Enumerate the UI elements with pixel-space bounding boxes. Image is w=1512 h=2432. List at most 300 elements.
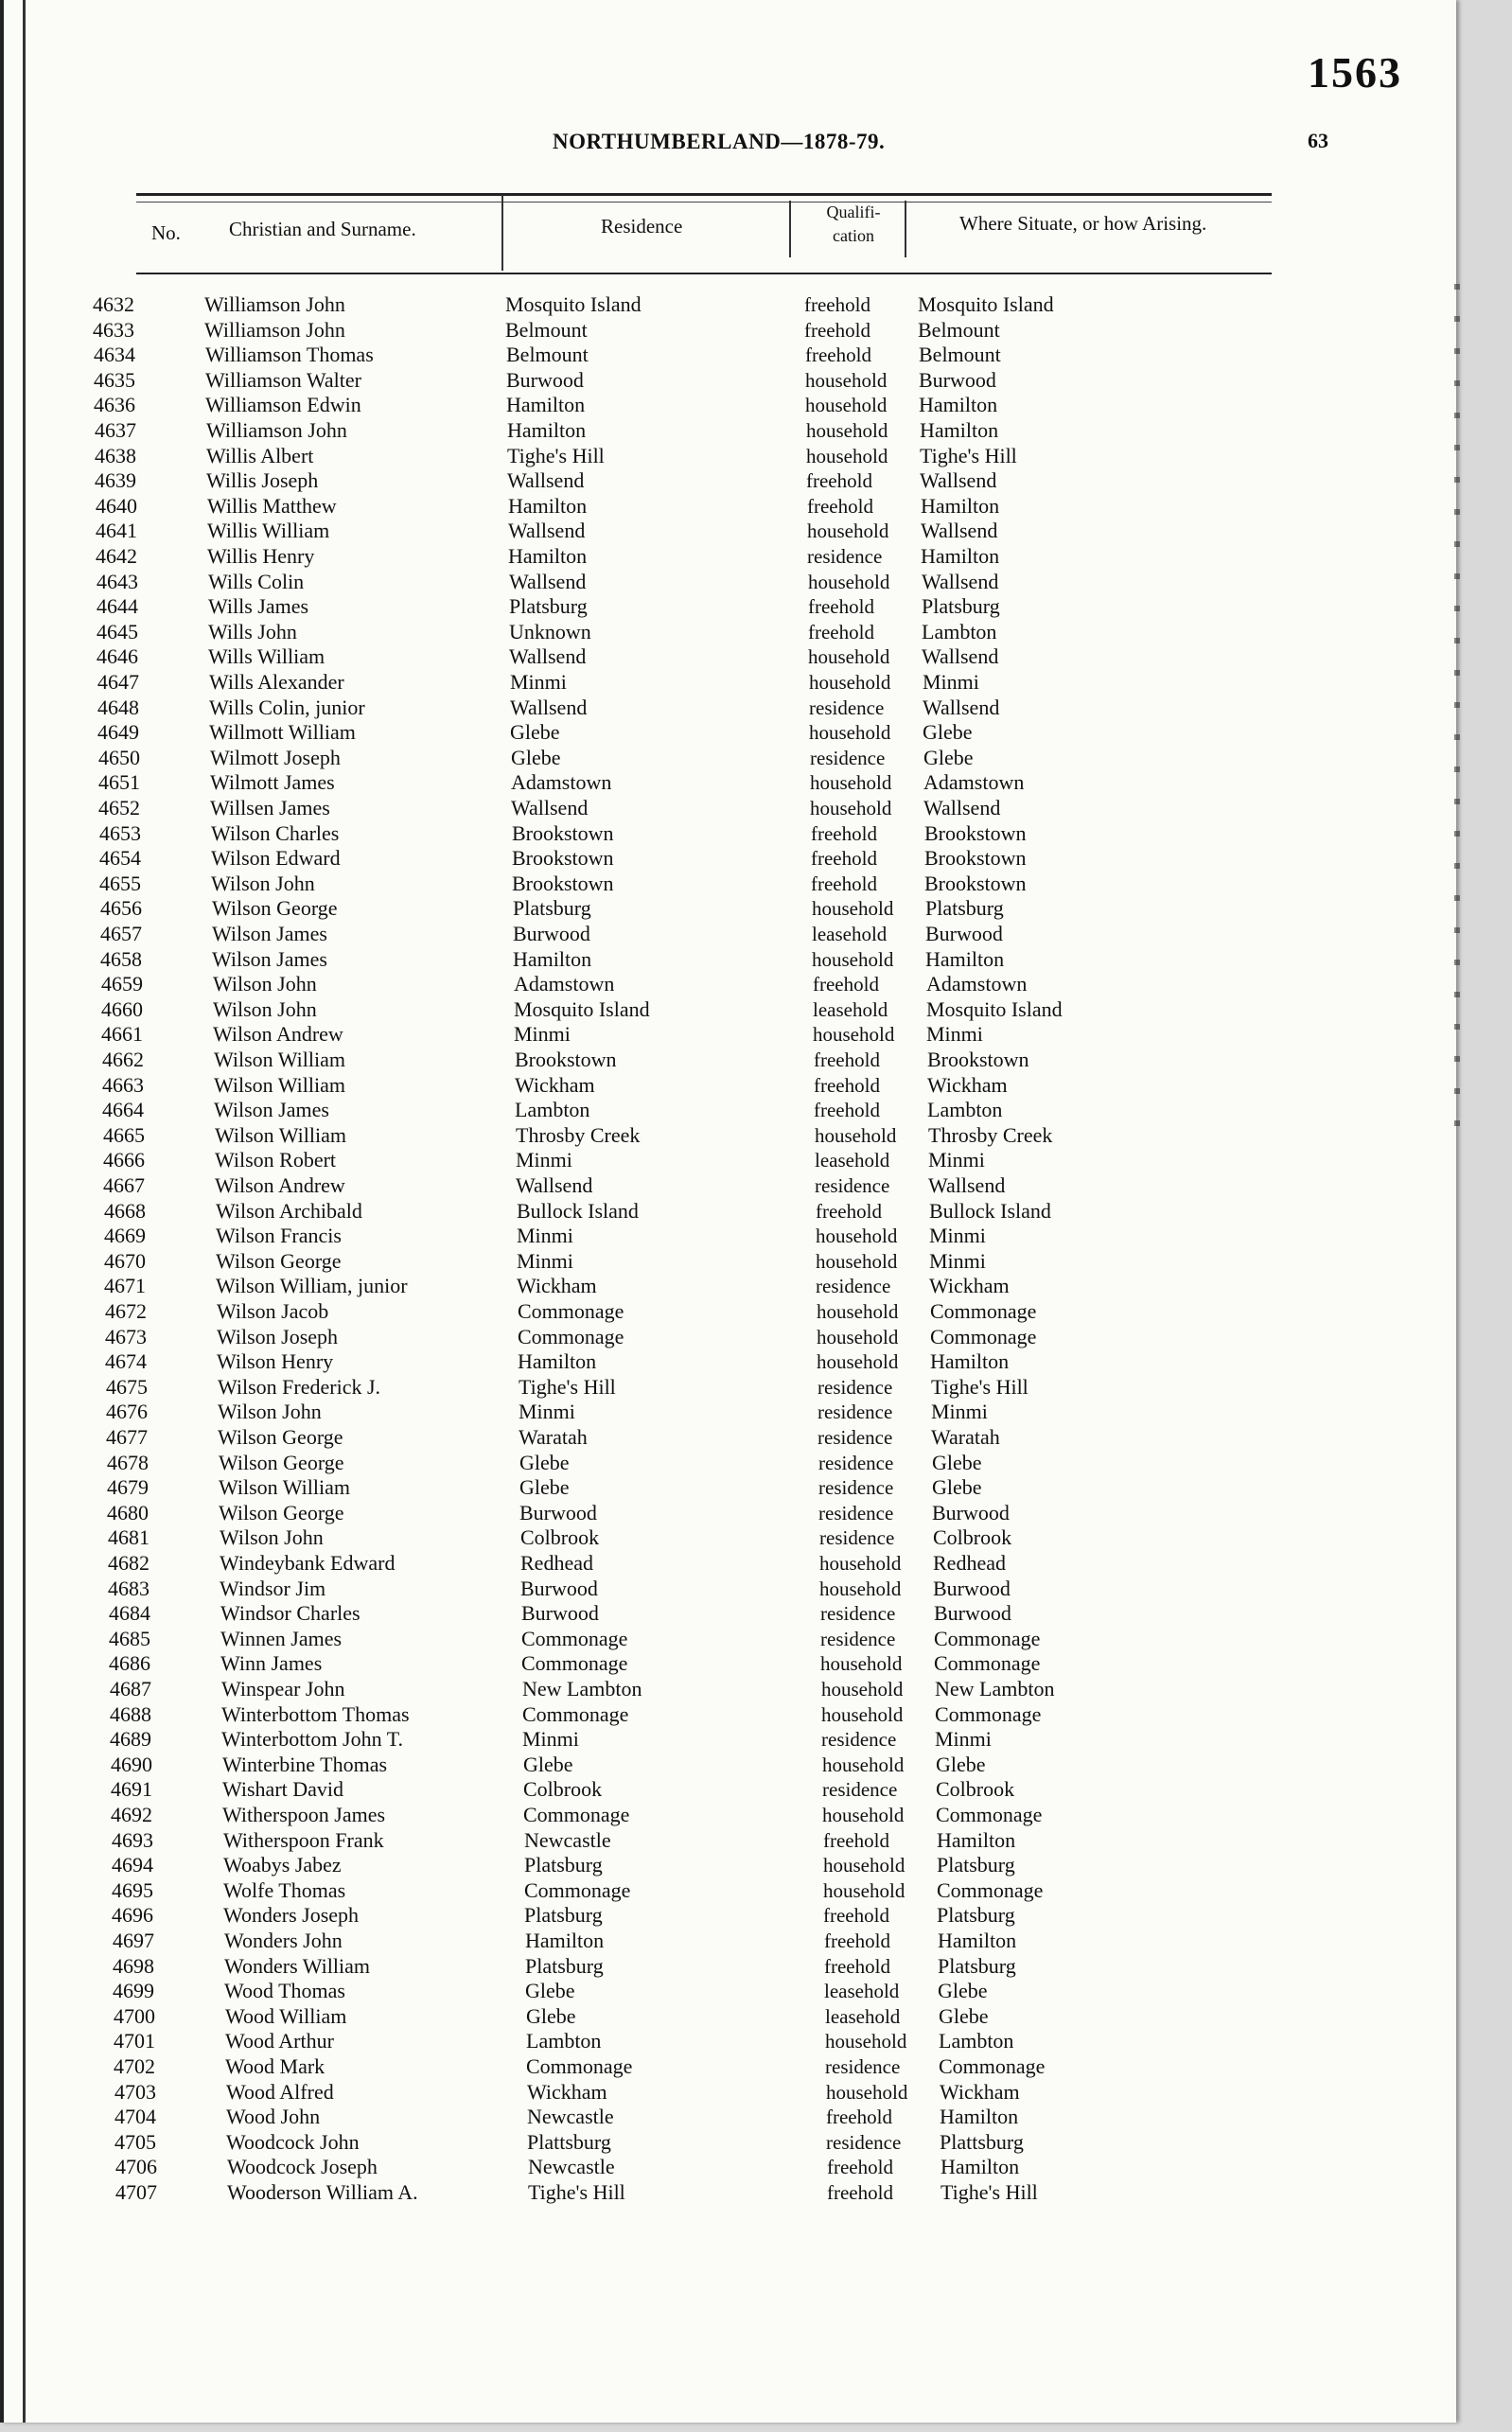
entry-residence: Wallsend	[508, 519, 586, 543]
table-row	[4, 1299, 1423, 1324]
entry-qualification: freehold	[824, 1930, 890, 1952]
entry-where-situate: Hamilton	[921, 493, 1000, 518]
entry-where-situate: Hamilton	[940, 2105, 1019, 2129]
entry-name: Wolfe Thomas	[223, 1877, 346, 1902]
table-row	[4, 872, 1423, 896]
page-edge-marks	[1454, 284, 1460, 1136]
entry-name: Willis Matthew	[207, 493, 337, 518]
table-row	[4, 570, 1423, 594]
entry-number: 4640	[96, 493, 137, 518]
table-row	[4, 670, 1423, 695]
entry-qualification: residence	[826, 2130, 902, 2154]
entry-name: Wonders William	[224, 1953, 370, 1978]
entry-name: Wilson George	[219, 1450, 344, 1474]
entry-name: Wilson Henry	[217, 1349, 334, 1374]
table-row	[4, 896, 1423, 921]
entry-qualification: residence	[820, 1602, 896, 1626]
entry-where-situate: Wallsend	[920, 468, 997, 493]
entry-name: Willis Joseph	[206, 468, 319, 493]
table-row	[4, 1878, 1423, 1903]
entry-qualification: leasehold	[812, 923, 888, 945]
entry-number: 4653	[99, 820, 141, 845]
entry-residence: Wallsend	[510, 695, 588, 719]
entry-residence: Platsburg	[509, 594, 588, 619]
entry-where-situate: Glebe	[932, 1450, 982, 1474]
entry-name: Witherspoon Frank	[223, 1827, 384, 1852]
entry-where-situate: Wickham	[929, 1274, 1010, 1298]
entry-where-situate: Glebe	[932, 1475, 982, 1500]
entry-residence: Burwood	[520, 1576, 598, 1600]
table-row	[4, 1451, 1423, 1475]
entry-name: Wonders Joseph	[223, 1903, 360, 1928]
table-row	[4, 393, 1423, 417]
entry-qualification: freehold	[804, 293, 870, 316]
table-row	[4, 821, 1423, 846]
entry-number: 4659	[101, 972, 143, 996]
entry-number: 4699	[113, 1979, 154, 2003]
entry-residence: Burwood	[519, 1500, 597, 1524]
entry-qualification: freehold	[808, 595, 874, 619]
entry-name: Wilson William	[214, 1048, 345, 1071]
entry-qualification: residence	[816, 1275, 891, 1298]
entry-qualification: freehold	[814, 1073, 880, 1097]
entry-name: Winterbine Thomas	[222, 1752, 388, 1776]
entry-name: Wilson Charles	[211, 820, 340, 845]
entry-qualification: leasehold	[825, 2004, 901, 2028]
entry-name: Wills Colin, junior	[209, 695, 365, 719]
table-row	[4, 1048, 1423, 1072]
entry-number: 4683	[108, 1576, 149, 1600]
table-row	[4, 1577, 1423, 1601]
entry-name: Wishart David	[222, 1777, 344, 1802]
entry-name: Winterbottom Thomas	[221, 1701, 410, 1726]
entry-qualification: household	[810, 797, 892, 819]
entry-residence: Mosquito Island	[514, 996, 650, 1021]
table-row	[4, 468, 1423, 493]
entry-name: Wilson John	[211, 871, 315, 895]
entry-residence: Newcastle	[528, 2155, 615, 2179]
entry-number: 4698	[113, 1953, 154, 1978]
entry-qualification: household	[805, 394, 888, 417]
entry-number: 4639	[95, 468, 136, 493]
entry-number: 4658	[100, 946, 142, 971]
entry-number: 4695	[112, 1877, 153, 1902]
entry-residence: Newcastle	[527, 2105, 614, 2129]
entry-number: 4696	[112, 1903, 153, 1928]
entry-where-situate: Wallsend	[923, 796, 1001, 819]
table-row	[4, 696, 1423, 720]
column-header-residence: Residence	[601, 215, 683, 238]
entry-number: 4664	[102, 1098, 144, 1122]
table-row	[4, 1954, 1423, 1979]
entry-where-situate: Commonage	[930, 1299, 1037, 1323]
entry-residence: Burwood	[506, 367, 584, 392]
entry-number: 4655	[99, 871, 141, 895]
table-row	[4, 1400, 1423, 1424]
entry-qualification: household	[821, 1678, 904, 1701]
entry-qualification: household	[816, 1249, 898, 1273]
entry-qualification: household	[808, 570, 890, 593]
entry-name: Wills John	[208, 619, 297, 643]
entry-number: 4686	[109, 1651, 150, 1676]
entry-residence: Brookstown	[512, 871, 614, 895]
table-row	[4, 418, 1423, 443]
entry-name: Wilson George	[219, 1500, 344, 1524]
entry-qualification: residence	[825, 2055, 901, 2078]
entry-where-situate: Commonage	[939, 2054, 1046, 2078]
entry-residence: Hamilton	[508, 493, 588, 518]
entry-qualification: leasehold	[813, 997, 888, 1021]
table-row	[4, 1828, 1423, 1853]
entry-number: 4685	[109, 1626, 150, 1650]
entry-where-situate: Lambton	[922, 619, 997, 643]
entry-where-situate: Hamilton	[925, 946, 1005, 971]
entry-where-situate: Glebe	[938, 1979, 988, 2003]
entry-where-situate: Commonage	[934, 1626, 1041, 1650]
header-top-rule	[136, 193, 1272, 196]
entry-qualification: residence	[809, 696, 885, 719]
entry-where-situate: Burwood	[932, 1500, 1010, 1524]
entry-where-situate: Platsburg	[937, 1903, 1015, 1928]
entry-qualification: household	[805, 368, 888, 392]
entry-residence: Wallsend	[509, 569, 587, 593]
entry-residence: Commonage	[521, 1651, 628, 1676]
entry-name: Witherspoon James	[222, 1803, 386, 1826]
entry-number: 4661	[101, 1022, 143, 1047]
entry-where-situate: Burwood	[934, 1601, 1011, 1626]
entry-where-situate: Hamilton	[920, 418, 999, 442]
entry-where-situate: Wallsend	[921, 519, 998, 543]
entry-residence: Plattsburg	[527, 2129, 611, 2154]
entry-where-situate: Hamilton	[921, 544, 1000, 568]
entry-qualification: household	[812, 897, 894, 921]
entry-residence: Hamilton	[525, 1929, 605, 1952]
entry-name: Windsor Jim	[220, 1576, 326, 1600]
entry-number: 4703	[114, 2079, 156, 2104]
entry-number: 4673	[105, 1324, 147, 1348]
entry-name: Wilson Andrew	[215, 1173, 345, 1197]
table-row	[4, 1979, 1423, 2003]
entry-name: Wilson Joseph	[217, 1324, 339, 1348]
entry-where-situate: Minmi	[935, 1727, 992, 1752]
entry-where-situate: Belmount	[918, 317, 1000, 342]
entry-name: Willis William	[207, 519, 330, 543]
entry-where-situate: Plattsburg	[940, 2129, 1024, 2154]
entry-name: Wilson James	[214, 1098, 329, 1122]
table-row	[4, 1325, 1423, 1349]
entry-qualification: freehold	[808, 620, 874, 643]
entry-name: Wilson James	[212, 946, 327, 971]
entry-number: 4666	[103, 1148, 145, 1172]
entry-name: Wood Arthur	[225, 2029, 334, 2053]
entry-qualification: household	[823, 1854, 905, 1877]
entry-qualification: residence	[807, 545, 883, 568]
entry-number: 4641	[96, 519, 137, 543]
entry-number: 4632	[93, 292, 134, 316]
entry-number: 4678	[107, 1450, 149, 1474]
entry-number: 4665	[103, 1122, 145, 1147]
entry-name: Wilmott Joseph	[210, 745, 341, 769]
entry-name: Woabys Jabez	[223, 1853, 342, 1877]
entry-name: Wilson William	[214, 1072, 345, 1097]
entry-where-situate: Minmi	[928, 1148, 985, 1172]
column-header-name: Christian and Surname.	[229, 218, 416, 240]
entry-name: Wonders John	[224, 1929, 343, 1952]
entry-qualification: freehold	[807, 494, 873, 518]
entry-residence: Belmount	[505, 317, 588, 342]
entry-qualification: residence	[818, 1401, 893, 1424]
entry-name: Wilson George	[216, 1248, 342, 1273]
page-number: 1563	[1308, 48, 1402, 97]
entry-name: Wilson George	[218, 1425, 343, 1449]
entry-residence: Commonage	[522, 1701, 629, 1726]
entry-where-situate: Glebe	[923, 745, 974, 769]
entry-where-situate: Minmi	[931, 1400, 988, 1424]
entry-residence: Brookstown	[512, 846, 614, 871]
entry-qualification: residence	[810, 746, 886, 769]
entry-name: Wilson John	[218, 1400, 322, 1424]
entry-residence: Platsburg	[513, 896, 591, 921]
table-row	[4, 620, 1423, 644]
entry-number: 4680	[107, 1500, 149, 1524]
entry-qualification: household	[806, 444, 888, 467]
entry-qualification: residence	[818, 1375, 893, 1399]
entry-where-situate: Mosquito Island	[918, 292, 1054, 316]
entry-number: 4660	[101, 996, 143, 1021]
entry-name: Wilson Jacob	[217, 1299, 329, 1323]
entry-residence: Burwood	[513, 922, 590, 945]
entry-qualification: household	[825, 2030, 907, 2053]
entry-where-situate: Tighe's Hill	[941, 2180, 1038, 2204]
table-row	[4, 1627, 1423, 1651]
entry-qualification: household	[822, 1753, 905, 1776]
entry-number: 4706	[115, 2155, 157, 2179]
entry-name: Williamson John	[206, 418, 347, 442]
entry-qualification: freehold	[816, 1199, 882, 1223]
entry-residence: Wickham	[517, 1274, 597, 1298]
entry-where-situate: Hamilton	[937, 1827, 1016, 1852]
entry-where-situate: Brookstown	[924, 846, 1027, 871]
entry-number: 4670	[104, 1248, 146, 1273]
entry-number: 4688	[110, 1701, 151, 1726]
entry-residence: Glebe	[523, 1752, 573, 1776]
entry-where-situate: Hamilton	[930, 1349, 1010, 1374]
table-row	[4, 368, 1423, 393]
entry-qualification: household	[819, 1552, 902, 1575]
table-row	[4, 343, 1423, 367]
table-row	[4, 796, 1423, 820]
entry-residence: Hamilton	[518, 1349, 597, 1374]
column-header-no: No.	[151, 221, 181, 244]
table-row	[4, 2054, 1423, 2079]
table-row	[4, 1853, 1423, 1877]
entry-residence: Mosquito Island	[505, 292, 642, 316]
entry-qualification: freehold	[827, 2181, 893, 2204]
table-row	[4, 544, 1423, 569]
entry-qualification: freehold	[811, 821, 877, 845]
entry-qualification: household	[809, 671, 891, 694]
table-row	[4, 1803, 1423, 1827]
entry-where-situate: Lambton	[927, 1098, 1003, 1122]
entry-where-situate: Hamilton	[938, 1929, 1017, 1952]
entry-number: 4682	[108, 1551, 149, 1575]
entry-residence: Minmi	[517, 1248, 573, 1273]
entry-where-situate: Tighe's Hill	[931, 1374, 1029, 1399]
entry-number: 4644	[97, 594, 138, 619]
entry-residence: Glebe	[510, 720, 560, 745]
entry-name: Wood Alfred	[226, 2079, 334, 2104]
header-bottom-rule	[136, 273, 1272, 274]
entry-qualification: household	[817, 1325, 899, 1348]
table-row	[4, 2004, 1423, 2029]
entry-qualification: household	[809, 721, 891, 745]
entry-residence: Throsby Creek	[516, 1122, 641, 1147]
table-row	[4, 1601, 1423, 1626]
entry-qualification: household	[823, 1878, 905, 1902]
entry-number: 4642	[96, 544, 137, 568]
entry-qualification: household	[821, 1702, 904, 1726]
table-row	[4, 720, 1423, 745]
entry-number: 4689	[110, 1727, 151, 1752]
entry-residence: Lambton	[515, 1098, 590, 1122]
column-header-qualification: Qualifi-cation	[826, 203, 881, 245]
entry-residence: Newcastle	[524, 1827, 611, 1852]
entry-residence: Commonage	[524, 1877, 631, 1902]
entry-number: 4649	[97, 720, 139, 745]
entry-qualification: freehold	[805, 344, 871, 367]
entry-qualification: freehold	[826, 2106, 892, 2129]
entry-number: 4669	[104, 1224, 146, 1248]
entry-where-situate: Brookstown	[924, 820, 1027, 845]
entry-where-situate: Redhead	[933, 1551, 1006, 1575]
entry-where-situate: Commonage	[936, 1803, 1043, 1826]
entry-name: Wood Thomas	[224, 1979, 345, 2003]
entry-name: Wood Mark	[225, 2054, 325, 2078]
entry-number: 4681	[108, 1525, 149, 1550]
entry-name: Windsor Charles	[220, 1601, 360, 1626]
entry-name: Wilson Andrew	[213, 1022, 343, 1047]
entry-qualification: leasehold	[824, 1980, 900, 2003]
table-row	[4, 1274, 1423, 1298]
entry-qualification: residence	[818, 1476, 894, 1500]
table-row	[4, 644, 1423, 669]
entry-where-situate: Wickham	[940, 2079, 1020, 2104]
column-separator	[905, 201, 906, 257]
entry-number: 4668	[104, 1198, 146, 1223]
entry-where-situate: Brookstown	[924, 871, 1027, 895]
table-row	[4, 1677, 1423, 1701]
entry-where-situate: Colbrook	[936, 1777, 1015, 1802]
entry-name: Wilson William, junior	[216, 1274, 408, 1298]
entry-number: 4687	[110, 1677, 151, 1701]
entry-number: 4675	[106, 1374, 148, 1399]
entry-residence: Colbrook	[523, 1777, 603, 1802]
entry-qualification: residence	[819, 1526, 895, 1550]
entry-qualification: residence	[815, 1174, 890, 1197]
table-row	[4, 997, 1423, 1022]
entry-name: Woodcock John	[226, 2129, 360, 2154]
entry-residence: Bullock Island	[517, 1198, 639, 1223]
entry-where-situate: Platsburg	[938, 1953, 1016, 1978]
entry-residence: Commonage	[521, 1626, 628, 1650]
entry-residence: Belmount	[506, 343, 589, 367]
entry-number: 4674	[105, 1349, 147, 1374]
entry-residence: Adamstown	[511, 770, 612, 795]
entry-name: Wills William	[208, 644, 325, 669]
entry-number: 4646	[97, 644, 138, 669]
entry-where-situate: Wallsend	[923, 695, 1000, 719]
entry-where-situate: Glebe	[939, 2003, 989, 2028]
entry-number: 4697	[113, 1929, 154, 1952]
entry-where-situate: New Lambton	[935, 1677, 1055, 1701]
entry-residence: Wickham	[515, 1072, 595, 1097]
entry-number: 4651	[98, 770, 140, 795]
entry-qualification: residence	[820, 1627, 896, 1650]
table-row	[4, 1098, 1423, 1122]
entry-name: Wills Alexander	[209, 670, 344, 694]
entry-name: Willis Albert	[206, 443, 314, 467]
entry-residence: Glebe	[526, 2003, 576, 2028]
entry-qualification: household	[819, 1577, 902, 1600]
entry-where-situate: Platsburg	[922, 594, 1000, 619]
entry-name: Wilson Frederick J.	[218, 1374, 381, 1399]
table-row	[4, 1702, 1423, 1727]
entry-where-situate: Wallsend	[928, 1173, 1006, 1197]
entry-number: 4643	[97, 569, 138, 593]
table-row	[4, 1022, 1423, 1047]
entry-residence: Minmi	[516, 1148, 572, 1172]
entry-number: 4657	[100, 922, 142, 945]
entry-residence: Glebe	[525, 1979, 575, 2003]
column-header-where: Where Situate, or how Arising.	[959, 212, 1207, 235]
entry-residence: Glebe	[519, 1450, 570, 1474]
entry-where-situate: Adamstown	[923, 770, 1025, 795]
table-row	[4, 318, 1423, 343]
table-row	[4, 1349, 1423, 1374]
entry-where-situate: Minmi	[923, 670, 979, 694]
entry-number: 4692	[111, 1803, 152, 1826]
table-row	[4, 1651, 1423, 1676]
entry-where-situate: Commonage	[930, 1324, 1037, 1348]
entry-number: 4702	[114, 2054, 155, 2078]
entry-number: 4671	[104, 1274, 146, 1298]
entry-name: Wilson William	[215, 1122, 346, 1147]
entry-qualification: residence	[822, 1778, 898, 1802]
entry-residence: Minmi	[514, 1022, 571, 1047]
entry-where-situate: Minmi	[926, 1022, 983, 1047]
entry-qualification: household	[808, 645, 890, 669]
table-row	[4, 746, 1423, 770]
entry-qualification: household	[807, 520, 889, 543]
entry-qualification: freehold	[804, 318, 870, 342]
table-row	[4, 1551, 1423, 1576]
header-top-rule-thin	[136, 202, 1272, 203]
entry-qualification: residence	[821, 1728, 897, 1752]
entry-where-situate: Glebe	[923, 720, 973, 745]
table-row	[4, 1727, 1423, 1752]
entry-name: Williamson Edwin	[205, 393, 361, 417]
entry-where-situate: Minmi	[929, 1248, 986, 1273]
entry-number: 4701	[114, 2029, 155, 2053]
entry-name: Wilson Francis	[216, 1224, 342, 1248]
entry-residence: Hamilton	[508, 544, 588, 568]
entry-name: Wilson George	[212, 896, 338, 921]
table-row	[4, 1425, 1423, 1450]
entry-number: 4654	[99, 846, 141, 871]
entry-qualification: household	[822, 1804, 905, 1826]
table-row	[4, 1929, 1423, 1953]
entry-residence: Wickham	[527, 2079, 607, 2104]
